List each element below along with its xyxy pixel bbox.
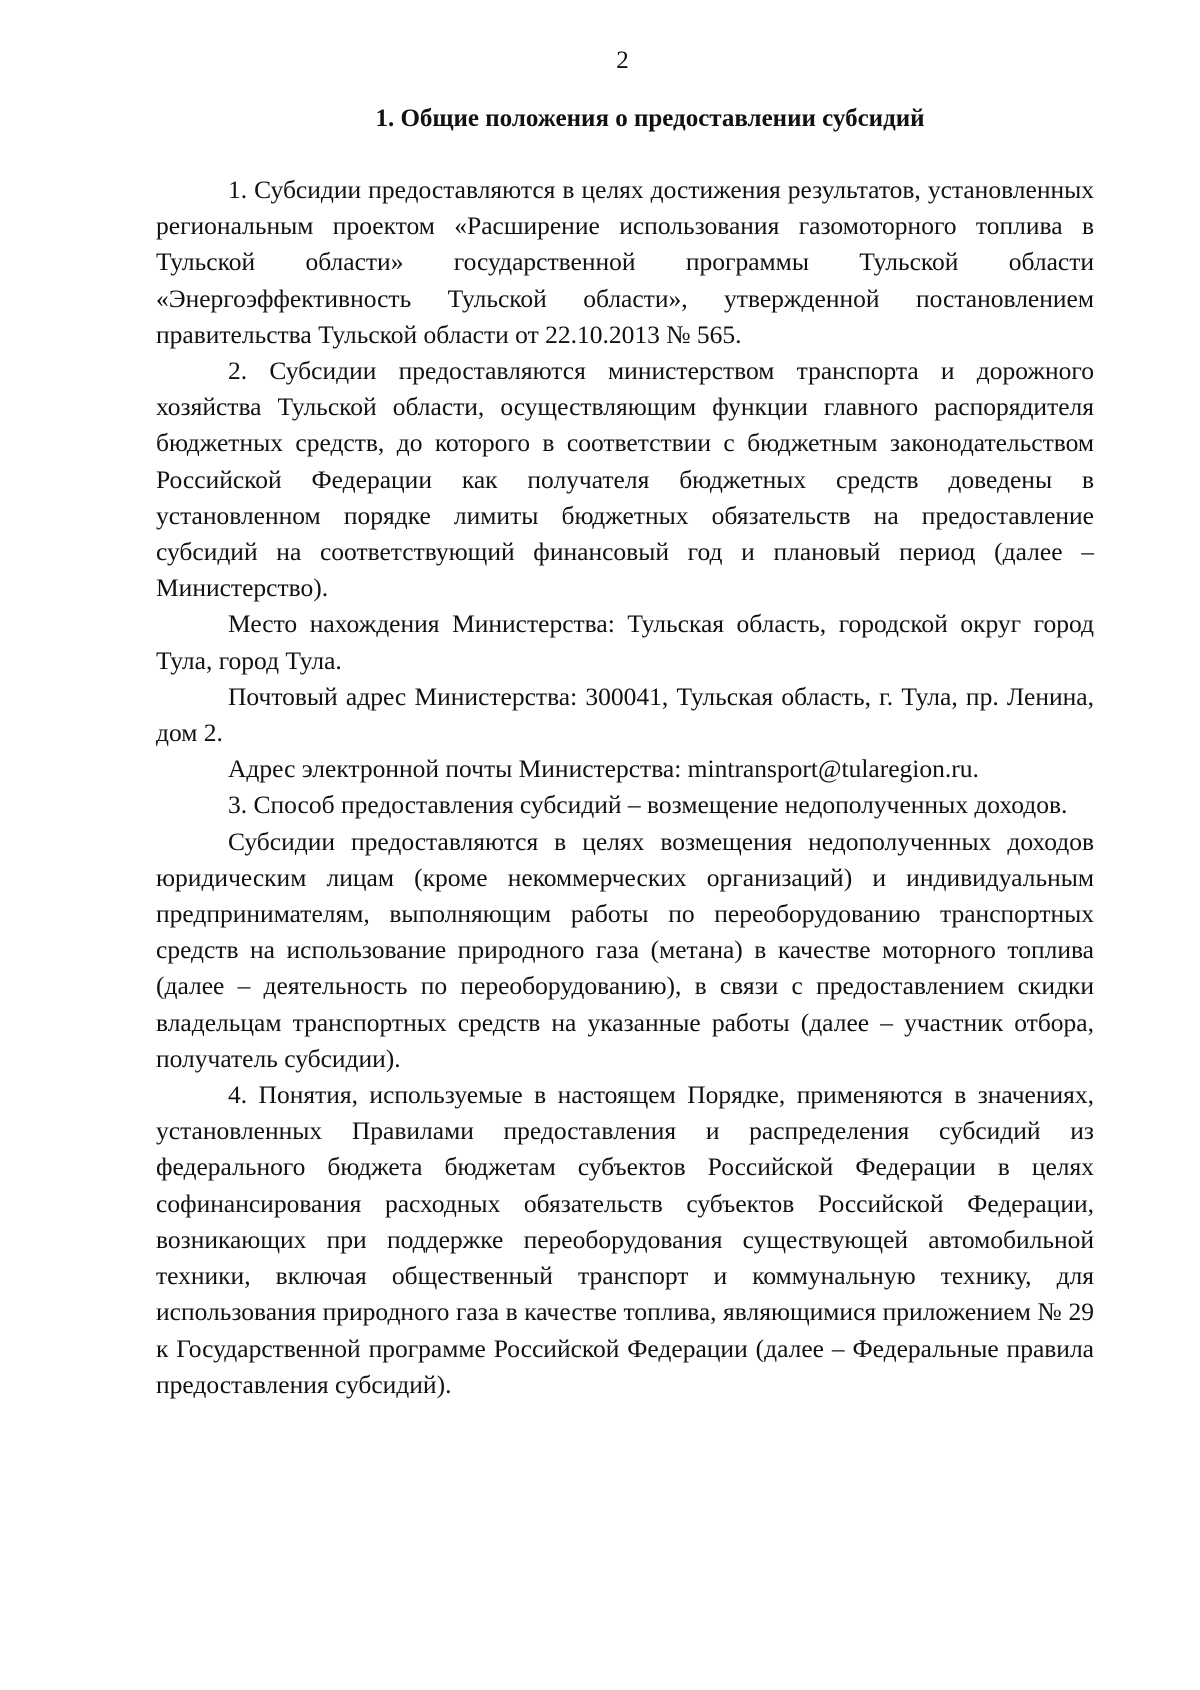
paragraph-4-definitions: 4. Понятия, используемые в настоящем Порядке, применяются в значениях, установленных Правилами предоставления и распределения субсидий из федерального бюджета бюджетам субъектов Российской Федерации в целях софинансирования расходных обязательств субъектов Российской Федерации, возникающих при поддержке переоборудования существующей автомобильной техники, включая общественный транспорт и коммунальную технику, для использования природного газа в качестве топлива, являющимися приложением № 29 к Государственной программе Российской Федерации (далее – Федеральные правила предоставления субсидий).: [156, 1080, 1094, 1399]
section-title: 1. Общие положения о предоставлении субсидий: [375, 105, 925, 132]
paragraph-subsidy-purpose: Субсидии предоставляются в целях возмещения недополученных доходов юридическим лицам (кроме некоммерческих организаций) и индивидуальным предпринимателям, выполняющим работы по переоборудованию транспортных средств на использование природного газа (метана) в качестве моторного топлива (далее – деятельность по переоборудованию), в связи с предоставлением скидки владельцам транспортных средств на указанные работы (далее – участник отбора, получатель субсидии).: [156, 826, 1094, 1073]
paragraph-1-goals: 1. Субсидии предоставляются в целях достижения результатов, установленных региональным проектом «Расширение использования газомоторного топлива в Тульской области» государственной программы Тульской области «Энергоэффективность Тульской области», утвержденной постановлением правительства Тульской области от 22.10.2013 № 565.: [156, 175, 1094, 349]
page-number: 2: [616, 47, 629, 74]
paragraph-3-method: 3. Способ предоставления субсидий – возмещение недополученных доходов.: [228, 790, 1068, 820]
paragraph-2-ministry: 2. Субсидии предоставляются министерством транспорта и дорожного хозяйства Тульской области, осуществляющим функции главного распорядителя бюджетных средств, до которого в соответствии с бюджетным законодательством Российской Федерации как получателя бюджетных средств доведены в установленном порядке лимиты бюджетных обязательств на предоставление субсидий на соответствующий финансовый год и плановый период (далее – Министерство).: [156, 356, 1094, 603]
paragraph-ministry-location: Место нахождения Министерства: Тульская область, городской округ город Тула, город Тула.: [156, 609, 1094, 675]
document-body: [156, 172, 1094, 1403]
paragraph-ministry-email: Адрес электронной почты Министерства: mintransport@tularegion.ru.: [228, 754, 979, 784]
paragraph-ministry-postal-address: Почтовый адрес Министерства: 300041, Тульская область, г. Тула, пр. Ленина, дом 2.: [156, 681, 1094, 748]
